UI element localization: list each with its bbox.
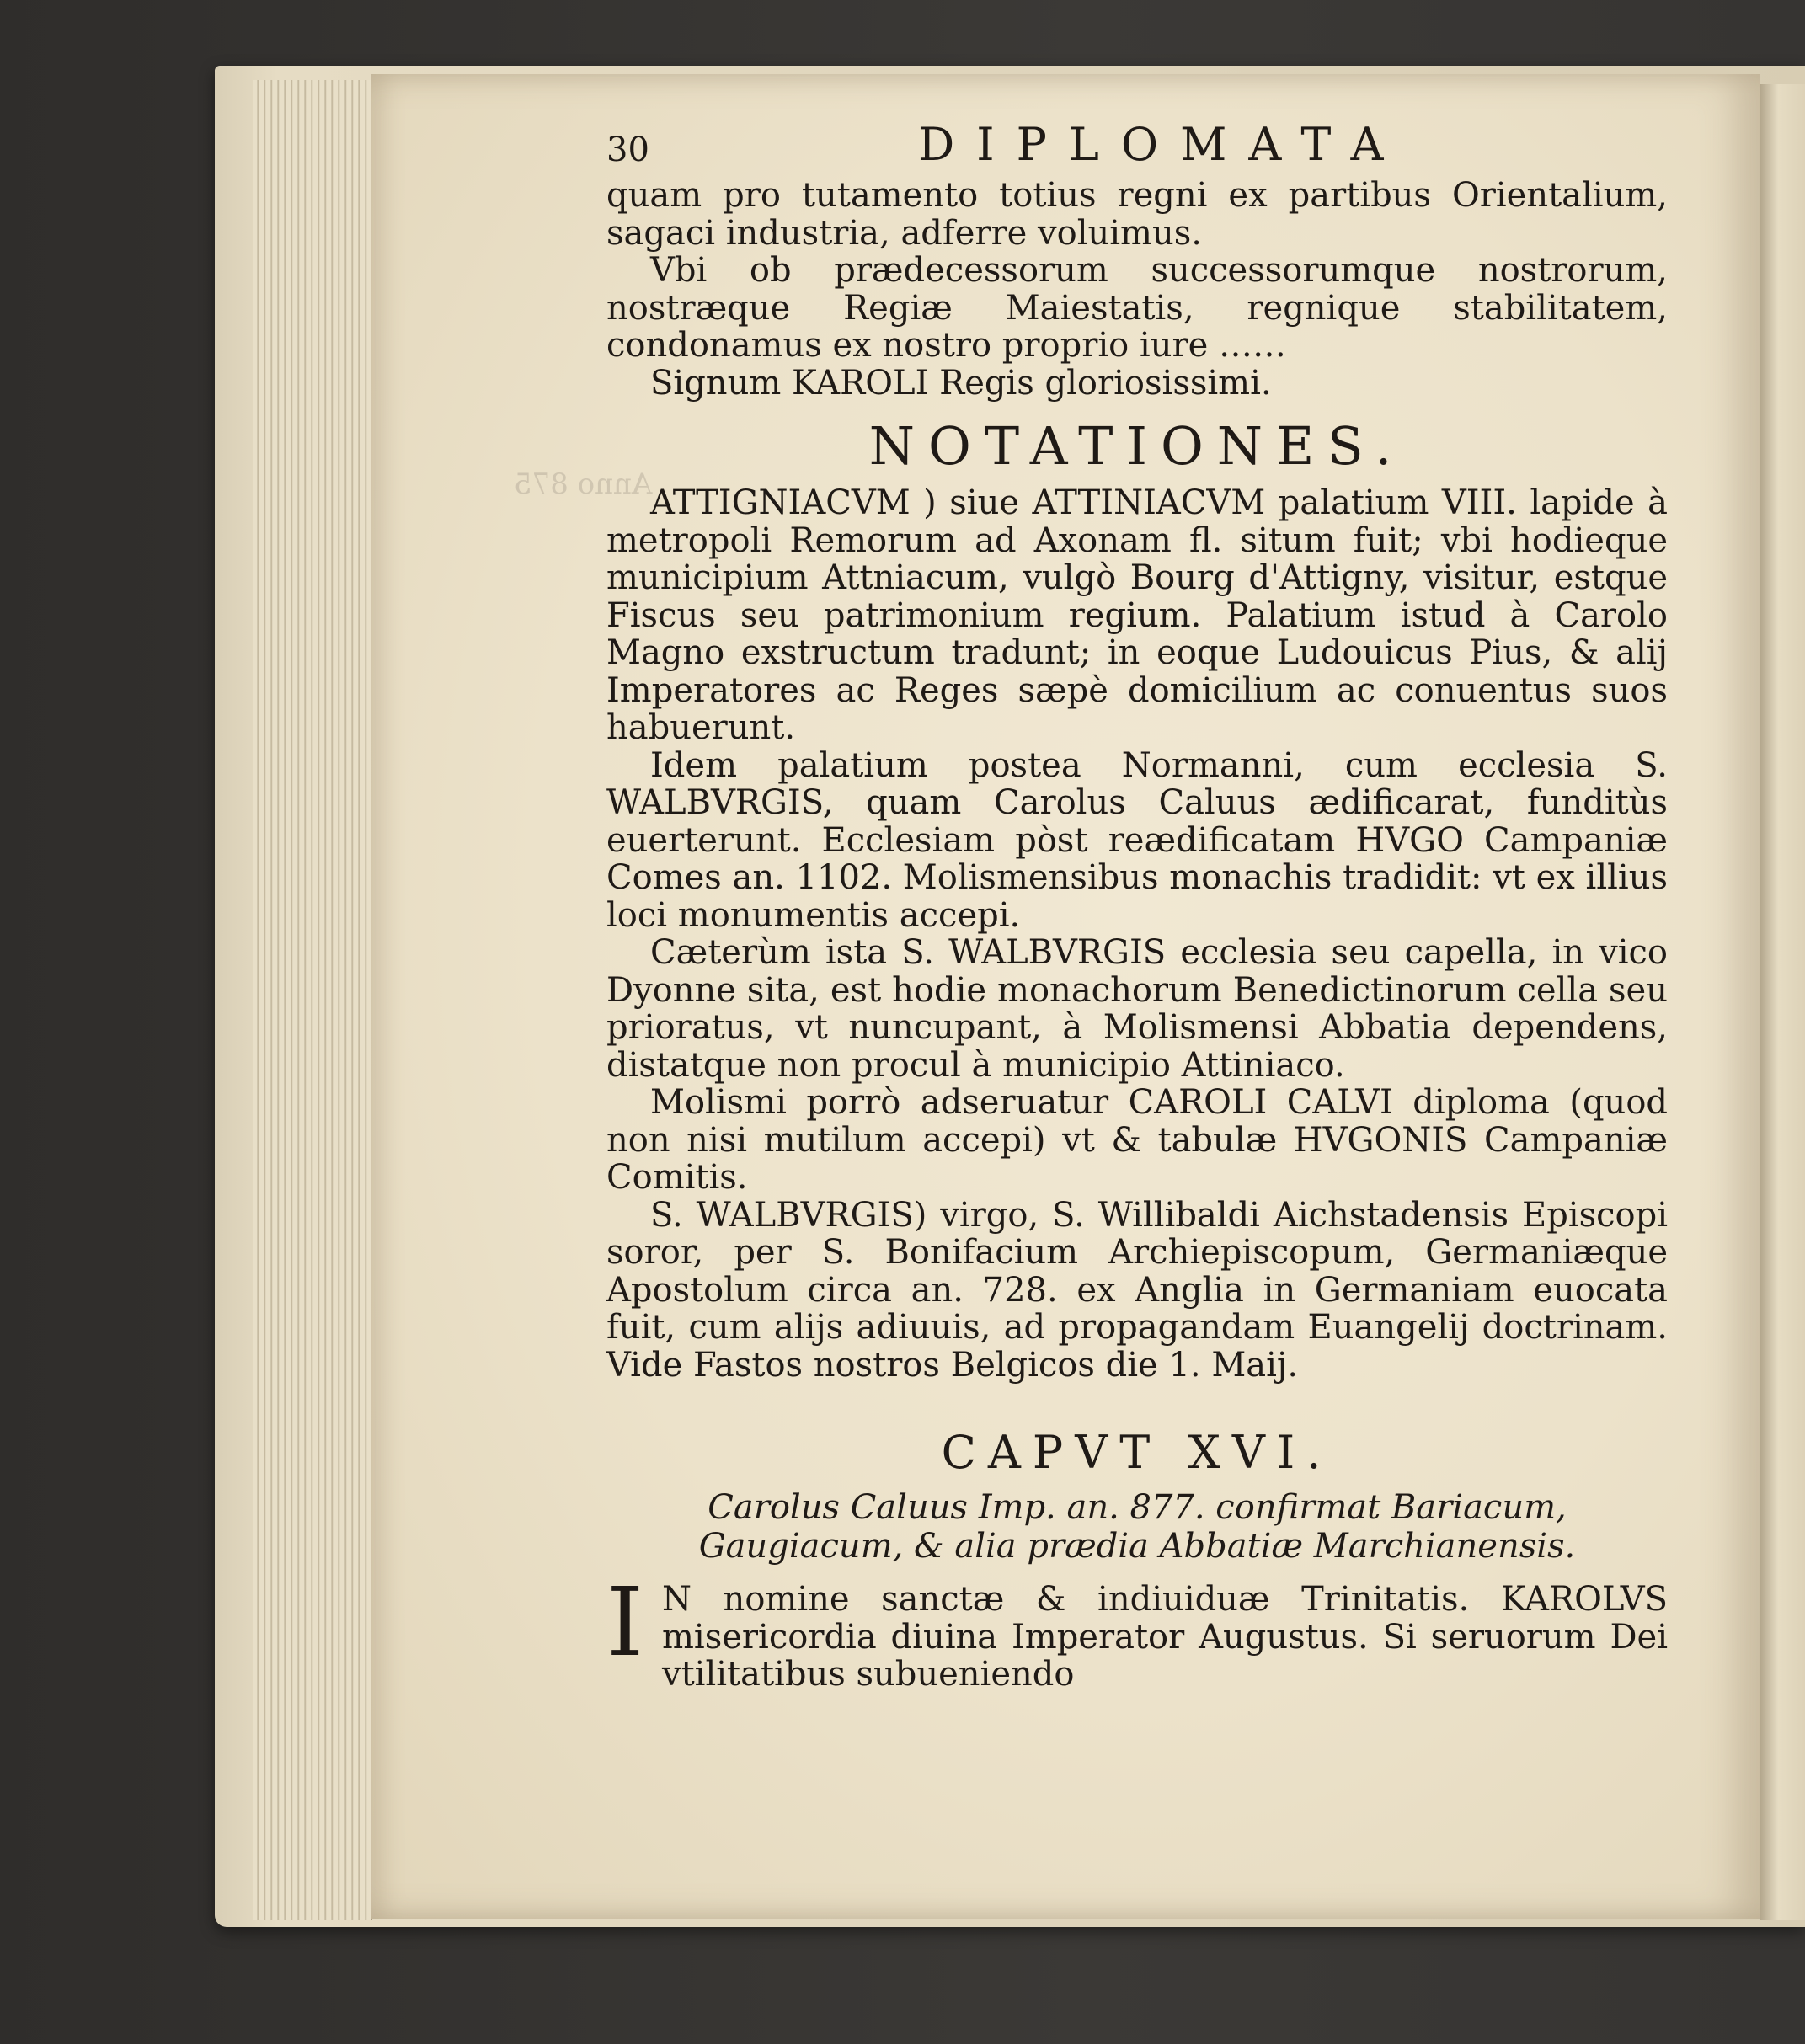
caput-summary: Carolus Caluus Imp. an. 877. confirmat Bariacum, Gaugiacum, & alia prædia Abbatiæ Marchianensis.	[698, 1488, 1576, 1566]
running-title: DIPLOMATA	[918, 118, 1406, 171]
paragraph-intro: quam pro tutamento totius regni ex partibus Orientalium, sagaci industria, adferre voluimus.	[606, 176, 1668, 253]
page-text-block	[606, 118, 1668, 1694]
paragraph-condonation: Vbi ob prædecessorum successorumque nostrorum, nostræque Regiæ Maiestatis, regnique stabilitatem, condonamus ex nostro proprio iure ……	[606, 251, 1668, 365]
notatio-walburgis-capella: Cæterùm ista S. WALBVRGIS ecclesia seu capella, in vico Dyonne sita, est hodie monachorum Benedictinorum cella seu prioratus, vt nuncupant, à Molismensi Abbatia dependens, distatque non procul à municipio Attiniaco.	[606, 933, 1668, 1085]
running-head	[606, 118, 1668, 177]
charter-text: N nomine sanctæ & indiuiduæ Trinitatis. KAROLVS misericordia diuina Imperator Augustus. Si seruorum Dei vtilitatibus subueniendo	[662, 1580, 1668, 1694]
notatio-normanni: Idem palatium postea Normanni, cum ecclesia S. WALBVRGIS, quam Carolus Caluus ædificarat, funditùs euerterunt. Ecclesiam pòst reædificatam HVGO Campaniæ Comes an. 1102. Molismensibus monachis tradidit: vt ex illius loci monumentis accepi.	[606, 745, 1668, 935]
notationes-heading: NOTATIONES.	[868, 415, 1406, 477]
show-through-margin-note: Anno 875	[514, 467, 653, 501]
paragraph-signum: Signum KAROLI Regis gloriosissimi.	[650, 363, 1272, 403]
caput-heading: CAPVT XVI.	[941, 1426, 1333, 1479]
notatio-molismi: Molismi porrò adseruatur CAROLI CALVI diploma (quod non nisi mutilum accepi) vt & tabulæ HVGONIS Campaniæ Comitis.	[606, 1083, 1668, 1197]
charter-opening	[606, 1568, 1668, 1694]
drop-cap: I	[606, 1568, 644, 1678]
notatio-attigniacum: ATTIGNIACVM ) siue ATTINIACVM palatium VIII. lapide à metropoli Remorum ad Axonam fl. situm fuit; vbi hodieque municipium Attniacum, vulgò Bourg d'Attigny, visitur, estque Fiscus seu patrimonium regium. Palatium istud à Carolo Magno exstructum tradunt; in eoque Ludouicus Pius, & alij Imperatores ac Reges sæpè domicilium ac conuentus suos habuerunt.	[606, 483, 1668, 747]
page-number: 30	[606, 131, 649, 169]
page-block-edges	[253, 80, 372, 1920]
facing-page-edge	[1760, 84, 1805, 1920]
notatio-s-walburgis: S. WALBVRGIS) virgo, S. Willibaldi Aichstadensis Episcopi soror, per S. Bonifacium Archiepiscopum, Germaniæque Apostolum circa an. 728. ex Anglia in Germaniam euocata fuit, cum alijs adiuuis, ad propagandam Euangelij doctrinam. Vide Fastos nostros Belgicos die 1. Maij.	[606, 1195, 1668, 1385]
